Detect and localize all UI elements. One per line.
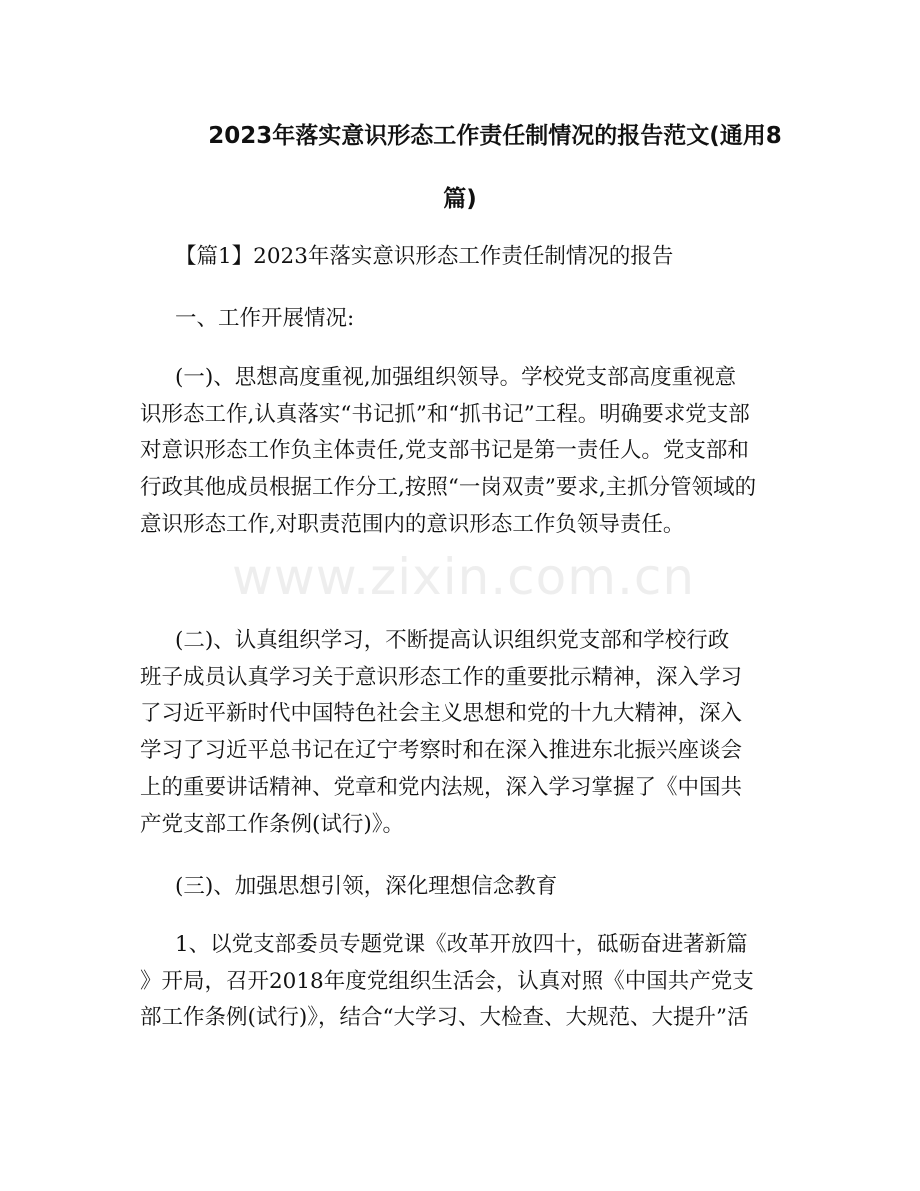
body-line: 》开局，召开2018年度党组织生活会，认真对照《中国共产党支 <box>140 968 754 994</box>
body-line: 一、工作开展情况: <box>175 306 355 331</box>
body-line: 产党支部工作条例(试行)》。 <box>140 811 405 837</box>
body-line: 了习近平新时代中国特色社会主义思想和党的十九大精神，深入 <box>140 701 743 727</box>
body-line: 【篇1】2023年落实意识形态工作责任制情况的报告 <box>175 244 674 269</box>
body-line: 学习了习近平总书记在辽宁考察时和在深入推进东北振兴座谈会 <box>140 738 743 764</box>
body-line: (二)、认真组织学习，不断提高认识组织党支部和学校行政 <box>175 628 730 653</box>
paragraph-2 <box>140 623 783 843</box>
document-title-line-2: 篇) <box>443 186 477 212</box>
body-line: (一)、思想高度重视,加强组织领导。学校党支部高度重视意 <box>175 365 737 390</box>
paragraph-3 <box>140 927 783 1037</box>
section-heading-work-status <box>140 301 783 338</box>
body-line: 班子成员认真学习关于意识形态工作的重要批示精神，深入学习 <box>140 664 743 690</box>
document-title-line-1: 2023年落实意识形态工作责任制情况的报告范文(通用8 <box>208 123 782 149</box>
body-line: 意识形态工作,对职责范围内的意识形态工作负领导责任。 <box>140 511 685 537</box>
body-line: 部工作条例(试行)》，结合“大学习、大检查、大规范、大提升”活 <box>140 1005 749 1031</box>
body-line: 对意识形态工作负主体责任,党支部书记是第一责任人。党支部和 <box>140 438 749 464</box>
section-heading-3 <box>140 869 783 906</box>
body-line: 1、以党支部委员专题党课《改革开放四十，砥砺奋进著新篇 <box>175 932 748 957</box>
paragraph-1 <box>140 360 783 544</box>
body-line: 上的重要讲话精神、党章和党内法规，深入学习掌握了《中国共 <box>140 774 743 800</box>
watermark: www.zixin.com.cn <box>232 548 696 606</box>
section-heading-piece-1 <box>140 239 783 276</box>
body-line: 行政其他成员根据工作分工,按照“一岗双责”要求,主抓分管领域的 <box>140 475 757 501</box>
body-line: (三)、加强思想引领，深化理想信念教育 <box>175 874 558 899</box>
body-line: 识形态工作,认真落实“书记抓”和“抓书记”工程。明确要求党支部 <box>140 401 750 427</box>
